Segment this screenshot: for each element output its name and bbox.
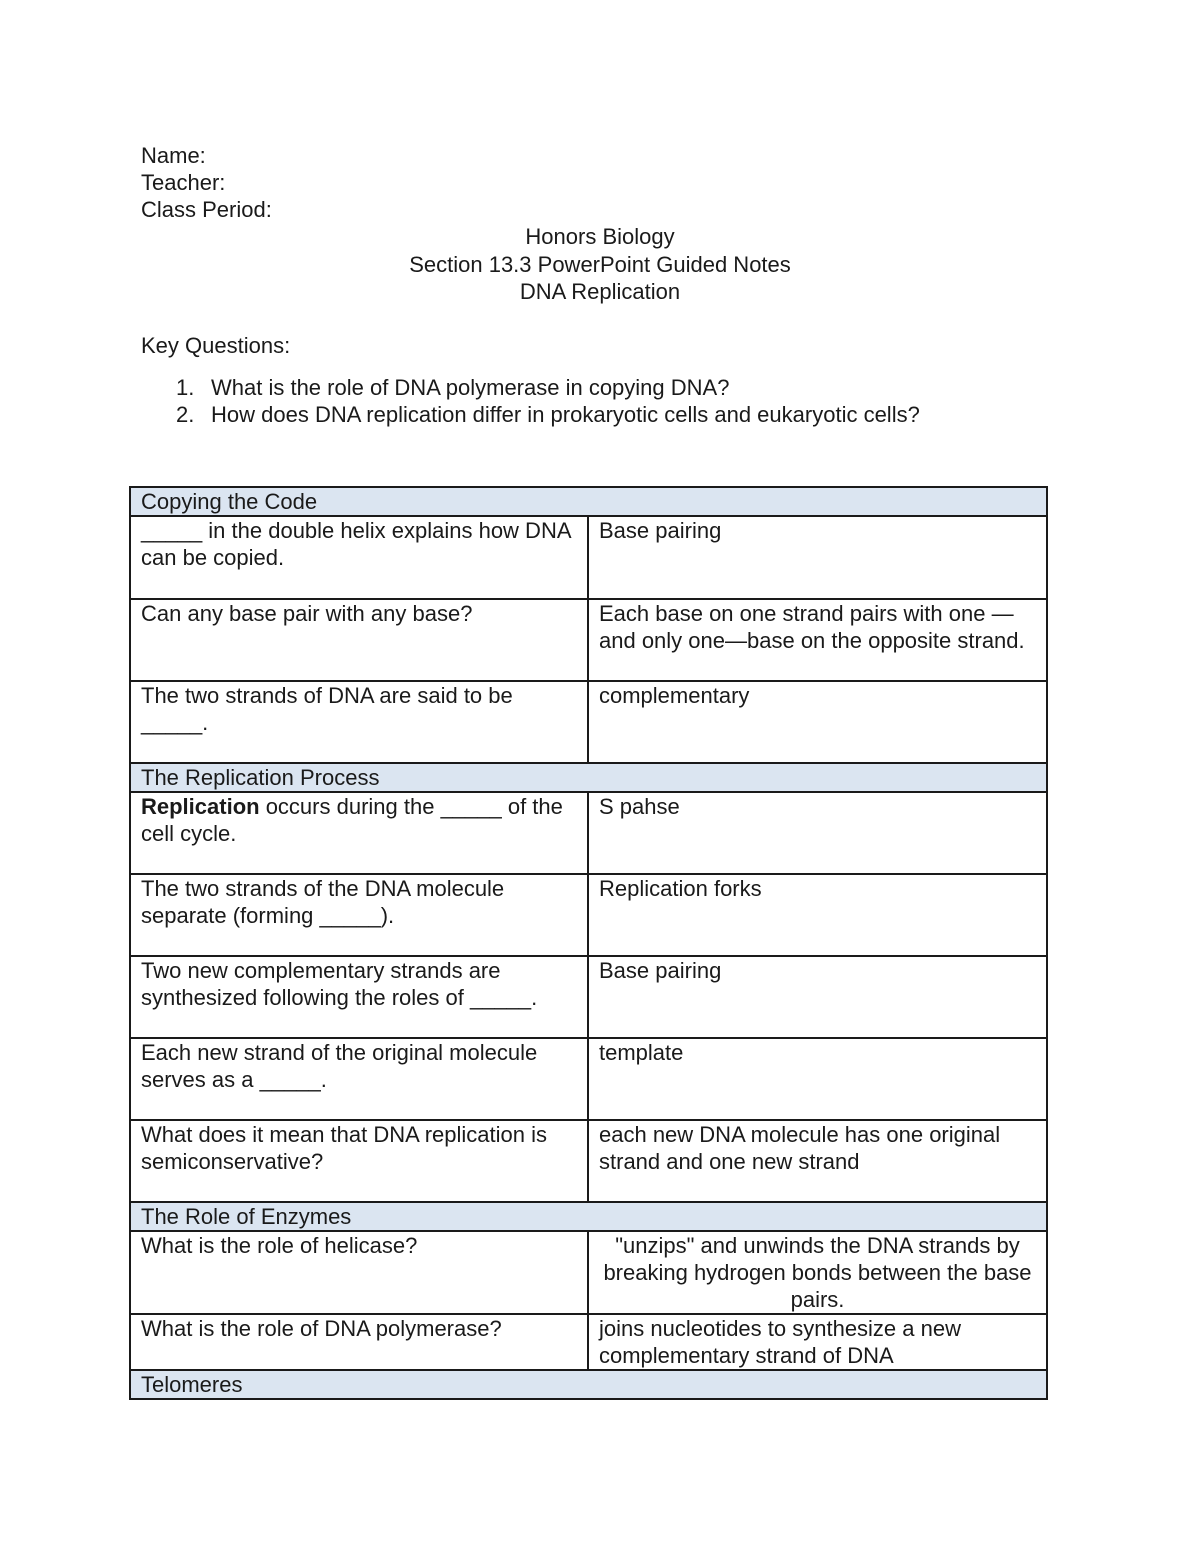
question-cell: The two strands of DNA are said to be _____. — [130, 681, 588, 763]
student-info — [141, 142, 272, 223]
table-row — [130, 956, 1047, 1038]
section-header-row — [130, 487, 1047, 516]
section-header-row — [130, 1370, 1047, 1399]
table-row — [130, 1231, 1047, 1314]
teacher-label: Teacher: — [141, 170, 226, 195]
table-row — [130, 792, 1047, 874]
answer-cell: template — [588, 1038, 1047, 1120]
section-header: The Role of Enzymes — [130, 1202, 1047, 1231]
section-header: Copying the Code — [130, 487, 1047, 516]
question-cell: What is the role of helicase? — [130, 1231, 588, 1314]
table-row — [130, 516, 1047, 599]
answer-cell: complementary — [588, 681, 1047, 763]
course-title: Honors Biology — [525, 224, 675, 249]
question-cell — [130, 792, 588, 874]
question-cell: What is the role of DNA polymerase? — [130, 1314, 588, 1370]
section-header-row — [130, 763, 1047, 792]
section-header: Telomeres — [130, 1370, 1047, 1399]
table-row — [130, 874, 1047, 956]
answer-cell: S pahse — [588, 792, 1047, 874]
answer-cell: Base pairing — [588, 956, 1047, 1038]
question-cell: Each new strand of the original molecule serves as a _____. — [130, 1038, 588, 1120]
guided-notes-table — [129, 486, 1048, 1400]
table-row — [130, 599, 1047, 681]
answer-cell: Replication forks — [588, 874, 1047, 956]
question-cell: What does it mean that DNA replication is semiconservative? — [130, 1120, 588, 1202]
key-question-number: 2. — [176, 402, 195, 427]
question-cell: Two new complementary strands are synthesized following the roles of _____. — [130, 956, 588, 1038]
key-questions-list — [176, 374, 920, 428]
key-question — [176, 374, 920, 401]
key-question-text: What is the role of DNA polymerase in copying DNA? — [211, 375, 730, 400]
answer-cell: joins nucleotides to synthesize a new complementary strand of DNA — [588, 1314, 1047, 1370]
question-cell: The two strands of the DNA molecule separate (forming _____). — [130, 874, 588, 956]
table-row — [130, 681, 1047, 763]
section-header-row — [130, 1202, 1047, 1231]
class-period-label: Class Period: — [141, 197, 272, 222]
answer-cell: "unzips" and unwinds the DNA strands by breaking hydrogen bonds between the base pairs. — [588, 1231, 1047, 1314]
name-label: Name: — [141, 143, 206, 168]
section-header: The Replication Process — [130, 763, 1047, 792]
document-title-block — [0, 223, 1200, 306]
key-question-number: 1. — [176, 375, 195, 400]
topic-title: DNA Replication — [519, 279, 681, 304]
question-cell: Can any base pair with any base? — [130, 599, 588, 681]
key-question — [176, 401, 920, 428]
key-question-text: How does DNA replication differ in prokaryotic cells and eukaryotic cells? — [211, 402, 920, 427]
question-text: occurs during the _____ of the cell cycle. — [141, 794, 563, 846]
bold-term: Replication — [141, 794, 260, 819]
question-cell: _____ in the double helix explains how DNA can be copied. — [130, 516, 588, 599]
table-row — [130, 1120, 1047, 1202]
answer-cell: Each base on one strand pairs with one —and only one—base on the opposite strand. — [588, 599, 1047, 681]
table-row — [130, 1038, 1047, 1120]
answer-cell: Base pairing — [588, 516, 1047, 599]
key-questions-label: Key Questions: — [141, 333, 291, 358]
section-title: Section 13.3 PowerPoint Guided Notes — [409, 251, 791, 277]
table-row — [130, 1314, 1047, 1370]
answer-cell: each new DNA molecule has one original strand and one new strand — [588, 1120, 1047, 1202]
